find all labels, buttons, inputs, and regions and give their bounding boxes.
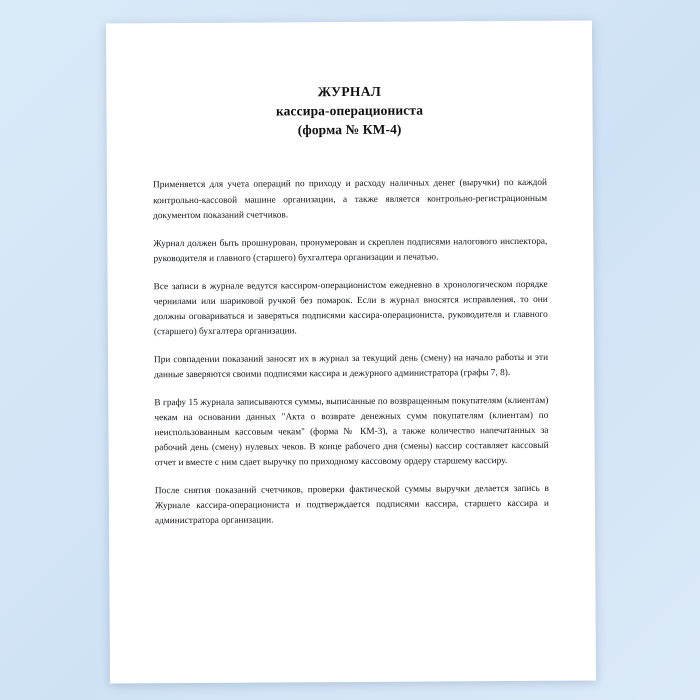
paragraph: Все записи в журнале ведутся кассиром-операционистом ежедневно в хронологическом порядке чернилами или шариковой ручкой без помарок. Если в журнал вносятся исправления, то они должны оговариваться и заверяться подписями кассира-операциониста, руководителя и главного (старшего) бухгалтера организации. xyxy=(153,279,548,338)
title-line-2: кассира-операциониста xyxy=(275,102,424,119)
title-line-1: ЖУРНАЛ xyxy=(317,83,382,100)
paragraph: В графу 15 журнала записываются суммы, выписанные по возвращенным покупателям (клиентам) чекам на основании данных "Акта о возврате денежных сумм покупателям (клиентам) по неиспользованным кассовым чекам" (форма № КМ-3), а также количество напечатанных за рабочий день (смену) нулевых чеков. В конце рабочего дня (смены) кассир составляет кассовый отчет и вместе с ним сдает выручку по приходному кассовому ордеру старшему кассиру. xyxy=(154,395,549,469)
document-body xyxy=(153,176,549,529)
document-page xyxy=(106,21,596,684)
paragraph: После снятия показаний счетчиков, проверки фактической суммы выручки делается запись в Журнале кассира-операциониста и подтверждается подписями кассира, старшего кассира и администратора организации. xyxy=(154,484,549,527)
paragraph: Применяется для учета операций по приходу и расходу наличных денег (выручки) по каждой контрольно-кассовой машине организации, а также является контрольно-регистрационным документом показаний счетчиков. xyxy=(152,178,548,221)
paragraph: При совпадении показаний заносят их в журнал за текущий день (смену) на начало работы и эти данные заверяются своими подписями кассира и дежурного администратора (графы 7, 8). xyxy=(154,352,549,381)
title-line-3: (форма № КМ-4) xyxy=(297,122,402,138)
paragraph: Журнал должен быть прошнурован, пронумерован и скреплен подписями налогового инспектора, руководителя и главного (старшего) бухгалтера организации и печатью. xyxy=(153,236,548,264)
document-title xyxy=(152,81,546,141)
